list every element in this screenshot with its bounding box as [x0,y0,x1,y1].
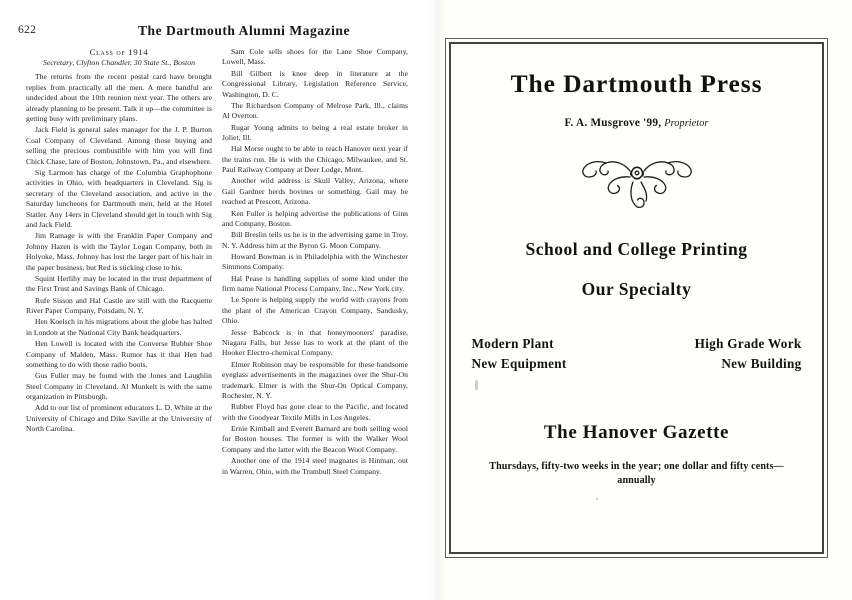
feature-column-right [695,334,802,374]
news-paragraph: Bill Gilbert is knee deep in literature at the Congressional Library, Legislation Reference Service, Washington, D. C. [222,68,408,99]
proprietor-name: F. A. Musgrove '99, [564,117,662,129]
feature-column-left [472,334,567,374]
news-paragraph: Rugar Young admits to being a real estate broker in Joliet, Ill. [222,122,408,143]
news-paragraph: Jim Ramage is with the Franklin Paper Company and Johnny Hazen is with the Taylor Logan Company, both in Holyoke, Mass. Johnny has lost the larger part of his hair in the paper business, but Red is sticking close to his. [26,231,212,272]
news-paragraph: Bill Breslin tells us he is in the advertising game in Troy, N. Y. Address him at the Byron G. Moon Company. [222,230,408,250]
page-number: 622 [18,24,37,36]
news-paragraph: Ken Fuller is helping advertise the publications of Ginn and Company, Boston. [222,208,408,229]
specialty-subheadline: Our Specialty [581,279,692,299]
news-paragraph: Le Spore is helping supply the world with crayons from the plant of the American Crayon Company, Sandusky, Ohio. [222,295,408,326]
feature-item: Modern Plant [471,336,554,351]
news-paragraph: Rufe Sisson and Hal Castle are still with the Racquette River Paper Company, Potsdam, N. Y. [26,295,212,316]
feature-item: New Equipment [471,356,567,371]
proprietor-line [565,117,709,129]
news-paragraph: Hen Lowell is located with the Converse Rubber Shoe Company of Malden, Mass. Rumor has it that Hen had something to do with those radio boots. [26,339,212,369]
advertisement-border-outer [445,38,828,558]
news-paragraph: Hen Koelsch in his migrations about the globe has halted in London at the National City Bank headquarters. [26,317,212,337]
news-paragraph: Add to our list of prominent educators L. D. White at the University of Chicago and Dike Saville at the University of North Carolina. [26,403,212,434]
news-paragraph: Sig Larmon has charge of the Columbia Graphophone activities in Ohio, with headquarters in Cleveland. Sig is secretary of the Cleveland association, and active in the Saturday luncheons for Dartmouth men, held at the Hotel Statler. Any 14ers in Cleveland should get in touch with Sig and Jack Field. [26,167,212,230]
feature-item: New Building [721,356,802,371]
advertiser-name: The Dartmouth Press [510,69,763,98]
feature-list [472,334,802,374]
running-head [18,24,428,44]
news-paragraph: Rubber Floyd has gone clear to the Pacific, and located with the Goodyear Textile Mills in Los Angeles. [222,402,408,422]
news-paragraph: The Richardson Company of Melrose Park, Ill., claims Al Overton. [222,100,408,121]
gazette-title: The Hanover Gazette [543,422,730,443]
text-column-one [26,47,212,435]
specialty-headline: School and College Printing [525,239,748,259]
news-paragraph: Another one of the 1914 steel magnates is Hinman, out in Warren, Ohio, with the Trumbull Steel Company. [222,456,408,476]
class-heading: Class of 1914 [89,47,149,57]
text-column-two [222,47,408,477]
news-paragraph: Squint Herlihy may be located in the trust department of the First Trust and Savings Bank of Chicago. [26,273,212,294]
news-paragraph: Ernie Kimball and Everett Barnard are both selling wool for Boston houses. The former is with the Walker Wool Company and the latter with the Beacon Wool Company. [222,424,408,454]
magazine-title: The Dartmouth Alumni Magazine [137,23,351,38]
recto-page [436,0,852,600]
news-paragraph: Howard Bowman is in Philadelphia with the Winchester Simmons Company. [222,251,408,272]
news-paragraph: Jack Field is general sales manager for the J. P. Burton Coal Company of Cleveland. Among those buying and selling the precious combustible with him you will find Chick Chase, late of Boston, Johnstown, Pa., and elsewhere. [26,125,212,166]
advertisement-panel [449,42,824,554]
news-paragraph: Sam Cole sells shoes for the Lane Shoe Company, Lowell, Mass. [222,47,408,67]
floral-flourish-ornament [578,151,696,213]
proprietor-role: Proprietor [664,118,709,129]
news-paragraph: Gus Fuller may be found with the Jones and Laughlin Steel Company in Cleveland. Al Munkelt is with the same organization in Pittsburgh. [26,371,212,402]
gazette-subscription-terms: Thursdays, fifty-two weeks in the year; one dollar and fifty cents—annually [489,461,784,486]
news-paragraph: Hal Morse ought to be able to reach Hanover next year if the trains run. He is with the Chicago, Milwaukee, and St. Paul Railway Company at Deer Lodge, Mont. [222,144,408,175]
news-paragraph: Elmer Robinson may be responsible for these handsome eyeglass advertisements in the magazines over the Shur-On trademark. Elmer is with the Shur-On Optical Company, Rochester, N. Y. [222,359,408,401]
feature-item: High Grade Work [694,336,802,351]
news-paragraph: Another wild address is Skull Valley, Arizona, where Gail Gardner herds bovines or something. Gail may be reached at Prescott, Arizona. [222,176,408,207]
news-paragraph: Hal Pease is handling supplies of some kind under the firm name National Process Company, Inc., New York city. [222,273,408,294]
class-secretary-line: Secretary, Clyfton Chandler, 30 State St., Boston [42,58,196,68]
news-paragraph: The returns from the recent postal card have brought replies from practically all the men. A mere handful are undecided about the 10th reunion next year. The others are already planning to be present. Talk it up—the committee is getting busy with preliminary plans. [26,72,212,123]
news-paragraph: Jesse Babcock is in that honeymooners' paradise, Niagara Falls, but Jesse has to work at the plant of the Hooker Electro-chemical Company. [222,327,408,358]
